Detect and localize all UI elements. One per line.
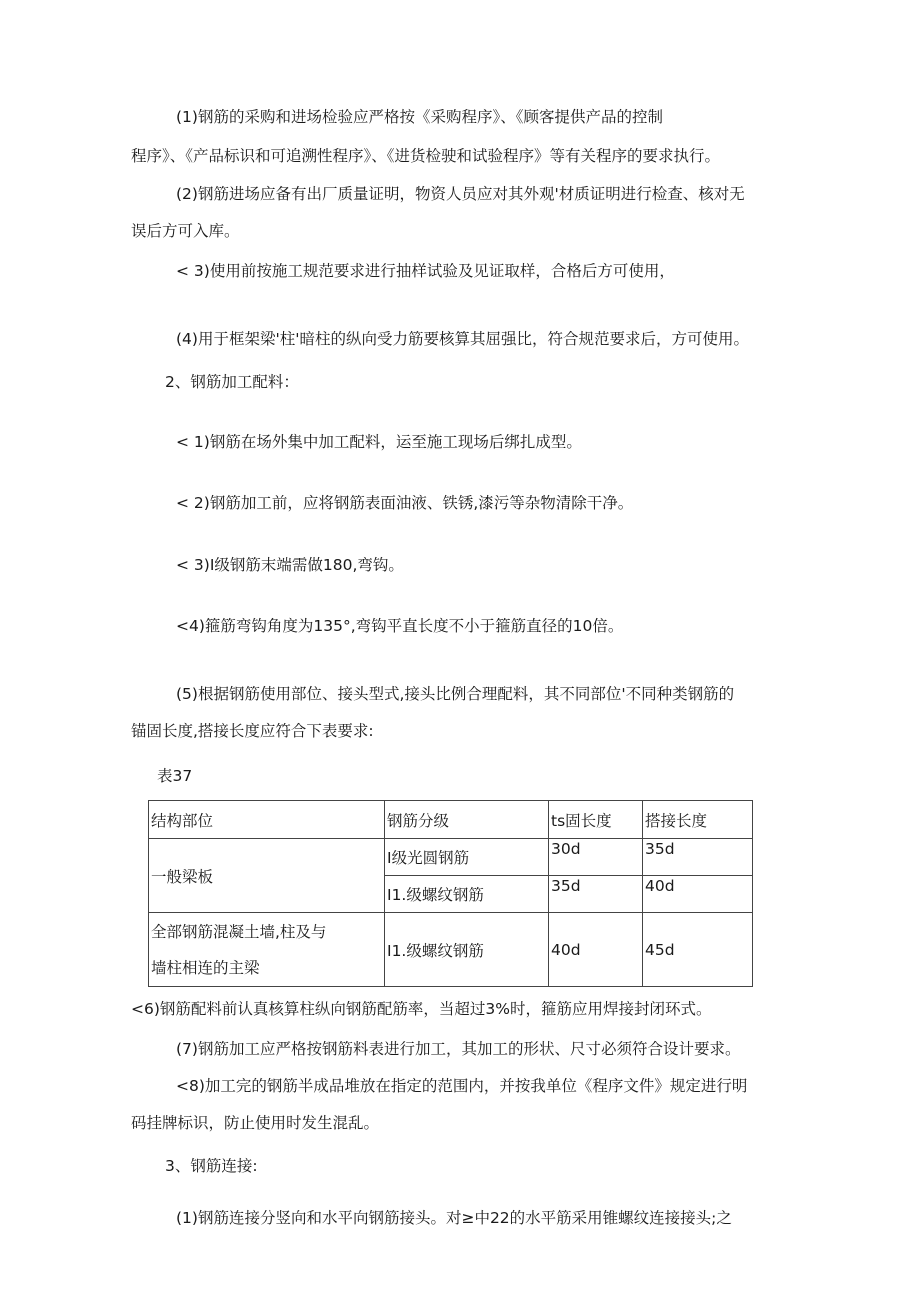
item-2-2: < 2)钢筋加工前，应将钢筋表面油液、铁锈,漆污等杂物清除干净。 xyxy=(176,494,634,512)
cell-part-wall-line-1: 全部钢筋混凝土墙,柱及与 xyxy=(151,922,327,941)
cell-part-general: 一般梁板 xyxy=(149,839,385,913)
item-2-8-line-1: <8)加工完的钢筋半成品堆放在指定的范围内，并按我单位《程序文件》规定进行明 xyxy=(176,1077,748,1095)
cell-lap: 40d xyxy=(643,876,753,913)
para-1-line-1: (1)钢筋的采购和进场检验应严格按《采购程序》、《顾客提供产品的控制 xyxy=(176,108,663,126)
para-3: < 3)使用前按施工规范要求进行抽样试验及见证取样，合格后方可使用， xyxy=(176,262,675,280)
para-4: (4)用于框架梁'柱'暗柱的纵向受力筋要核算其屈强比，符合规范要求后，方可使用。 xyxy=(176,330,749,348)
table-caption: 表37 xyxy=(157,767,193,785)
cell-grade: I1.级螺纹钢筋 xyxy=(385,913,549,987)
cell-part-wall xyxy=(149,913,385,987)
cell-anchor: 40d xyxy=(549,913,643,987)
header-anchor: ts固长度 xyxy=(549,801,643,839)
item-2-3: < 3)I级钢筋末端需做180,弯钩。 xyxy=(176,556,404,574)
header-part: 结构部位 xyxy=(149,801,385,839)
item-2-6: <6)钢筋配料前认真核算柱纵向钢筋配筋率，当超过3%时，箍筋应用焊接封闭环式。 xyxy=(131,1000,712,1018)
cell-lap: 35d xyxy=(643,839,753,876)
section-3-heading: 3、钢筋连接: xyxy=(165,1157,258,1175)
cell-grade: I1.级螺纹钢筋 xyxy=(385,876,549,913)
table-row xyxy=(149,913,753,987)
item-2-1: < 1)钢筋在场外集中加工配料，运至施工现场后绑扎成型。 xyxy=(176,433,582,451)
header-grade: 钢筋分级 xyxy=(385,801,549,839)
cell-grade: I级光圆钢筋 xyxy=(385,839,549,876)
cell-anchor: 30d xyxy=(549,839,643,876)
item-2-5-line-1: (5)根据钢筋使用部位、接头型式,接头比例合理配料，其不同部位'不同种类钢筋的 xyxy=(176,685,735,703)
item-2-8-line-2: 码挂牌标识，防止使用时发生混乱。 xyxy=(131,1114,380,1132)
header-lap: 搭接长度 xyxy=(643,801,753,839)
para-2-line-1: (2)钢筋进场应备有出厂质量证明，物资人员应对其外观'材质证明进行检查、核对无 xyxy=(176,185,745,203)
item-2-4: <4)箍筋弯钩角度为135°,弯钩平直长度不小于箍筋直径的10倍。 xyxy=(176,617,624,635)
table-header-row xyxy=(149,801,753,839)
cell-lap: 45d xyxy=(643,913,753,987)
table-row xyxy=(149,839,753,876)
para-2-line-2: 误后方可入库。 xyxy=(131,222,240,240)
section-2-heading: 2、钢筋加工配料： xyxy=(165,373,299,391)
para-1-line-2: 程序》、《产品标识和可追溯性程序》、《进货检驶和试验程序》等有关程序的要求执行。 xyxy=(131,147,721,165)
cell-anchor: 35d xyxy=(549,876,643,913)
cell-part-wall-line-2: 墙柱相连的主梁 xyxy=(151,958,260,977)
item-2-7: (7)钢筋加工应严格按钢筋料表进行加工，其加工的形状、尺寸必须符合设计要求。 xyxy=(176,1040,741,1058)
anchorage-lap-table xyxy=(148,800,753,987)
item-3-1: (1)钢筋连接分竖向和水平向钢筋接头。对≥中22的水平筋采用锥螺纹连接接头;之 xyxy=(176,1209,732,1227)
item-2-5-line-2: 锚固长度,搭接长度应符合下表要求: xyxy=(131,722,374,740)
